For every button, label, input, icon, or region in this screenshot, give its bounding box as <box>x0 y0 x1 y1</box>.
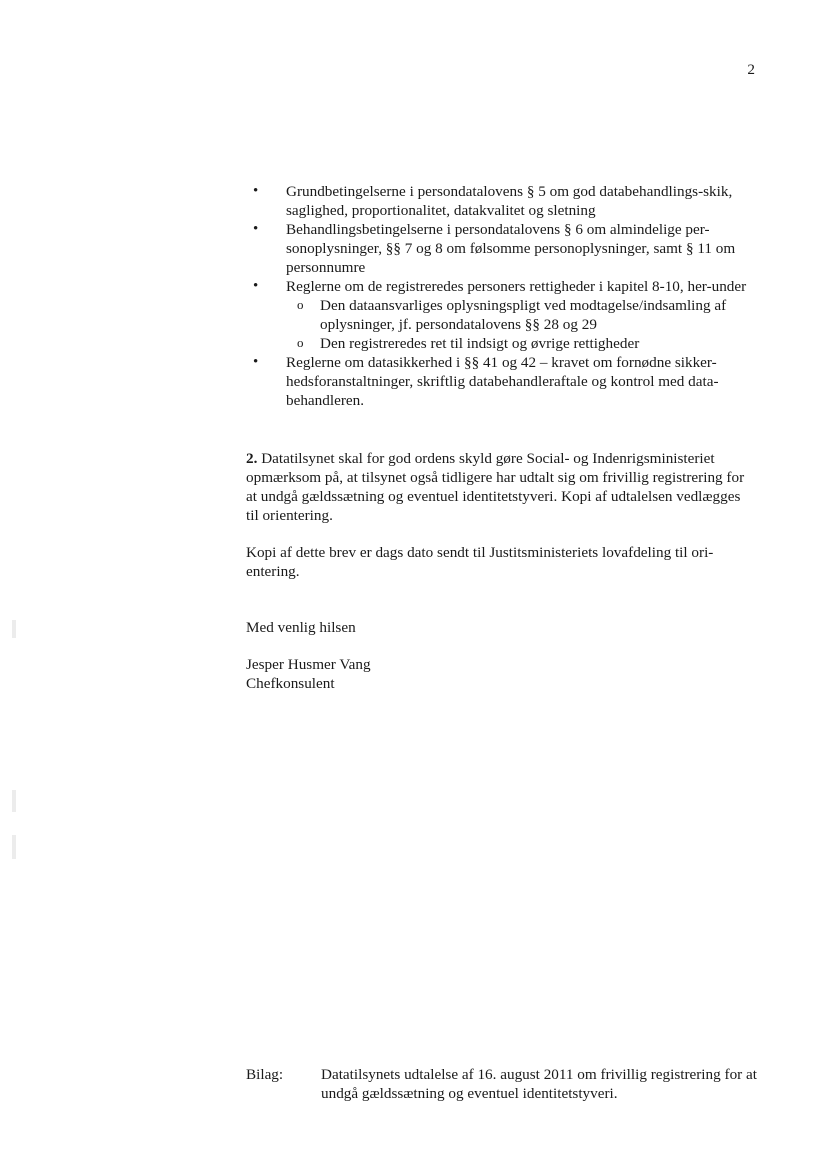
sub-bullet-mark: o <box>297 335 304 350</box>
sub-list-item-text: Den dataansvarliges oplysningspligt ved modtagelse/indsamling af oplysninger, jf. persondatalovens §§ 28 og 29 <box>320 297 727 333</box>
bullet-mark: • <box>253 278 259 294</box>
greeting: Med venlig hilsen <box>246 619 356 636</box>
list-item <box>246 182 756 220</box>
scan-artifact <box>12 620 16 638</box>
list-item-text: Grundbetingelserne i persondatalovens § 5 om god databehandlings-skik, saglighed, proportionalitet, datakvalitet og sletning <box>286 183 733 219</box>
sub-list-item <box>286 296 756 334</box>
bullet-list <box>246 182 756 410</box>
sub-list <box>286 296 756 353</box>
attachment-text: Datatilsynets udtalelse af 16. august 2011 om frivillig registrering for at undgå gældssætning og eventuel identitetstyveri. <box>321 1066 757 1102</box>
sub-list-item-text: Den registreredes ret til indsigt og øvrige rettigheder <box>320 335 640 352</box>
scan-artifact <box>12 790 16 812</box>
signature-title: Chefkonsulent <box>246 675 335 692</box>
section-number: 2. <box>246 450 258 467</box>
section-2-paragraph <box>246 449 756 525</box>
list-item-text: Reglerne om de registreredes personers rettigheder i kapitel 8-10, her-under <box>286 278 747 295</box>
list-item <box>246 220 756 277</box>
scan-artifact <box>12 835 16 859</box>
sub-bullet-mark: o <box>297 297 304 312</box>
section-text: Datatilsynet skal for god ordens skyld gøre Social- og Indenrigsministeriet opmærksom på, at tilsynet også tidligere har udtalt sig om frivillig registrering for at undgå gældssætning og eventuel identitetstyveri. Kopi af udtalelsen vedlægges til orientering. <box>246 450 745 524</box>
list-item-text: Behandlingsbetingelserne i persondatalovens § 6 om almindelige per-sonoplysninger, §§ 7 og 8 om følsomme personoplysninger, samt § 11 om personnumre <box>286 221 736 276</box>
list-item <box>246 277 756 353</box>
bullet-mark: • <box>253 354 259 370</box>
sub-list-item <box>286 334 756 353</box>
page-number: 2 <box>747 61 755 78</box>
signature-name: Jesper Husmer Vang <box>246 656 371 673</box>
list-item-text: Reglerne om datasikkerhed i §§ 41 og 42 – kravet om fornødne sikker-hedsforanstaltninger, skriftlig databehandleraftale og kontrol med data-behandleren. <box>286 354 719 409</box>
bullet-mark: • <box>253 183 259 199</box>
bullet-mark: • <box>253 221 259 237</box>
attachment-label: Bilag: <box>246 1066 284 1083</box>
copy-note: Kopi af dette brev er dags dato sendt til Justitsministeriets lovafdeling til ori-entering. <box>246 544 714 580</box>
list-item <box>246 353 756 410</box>
